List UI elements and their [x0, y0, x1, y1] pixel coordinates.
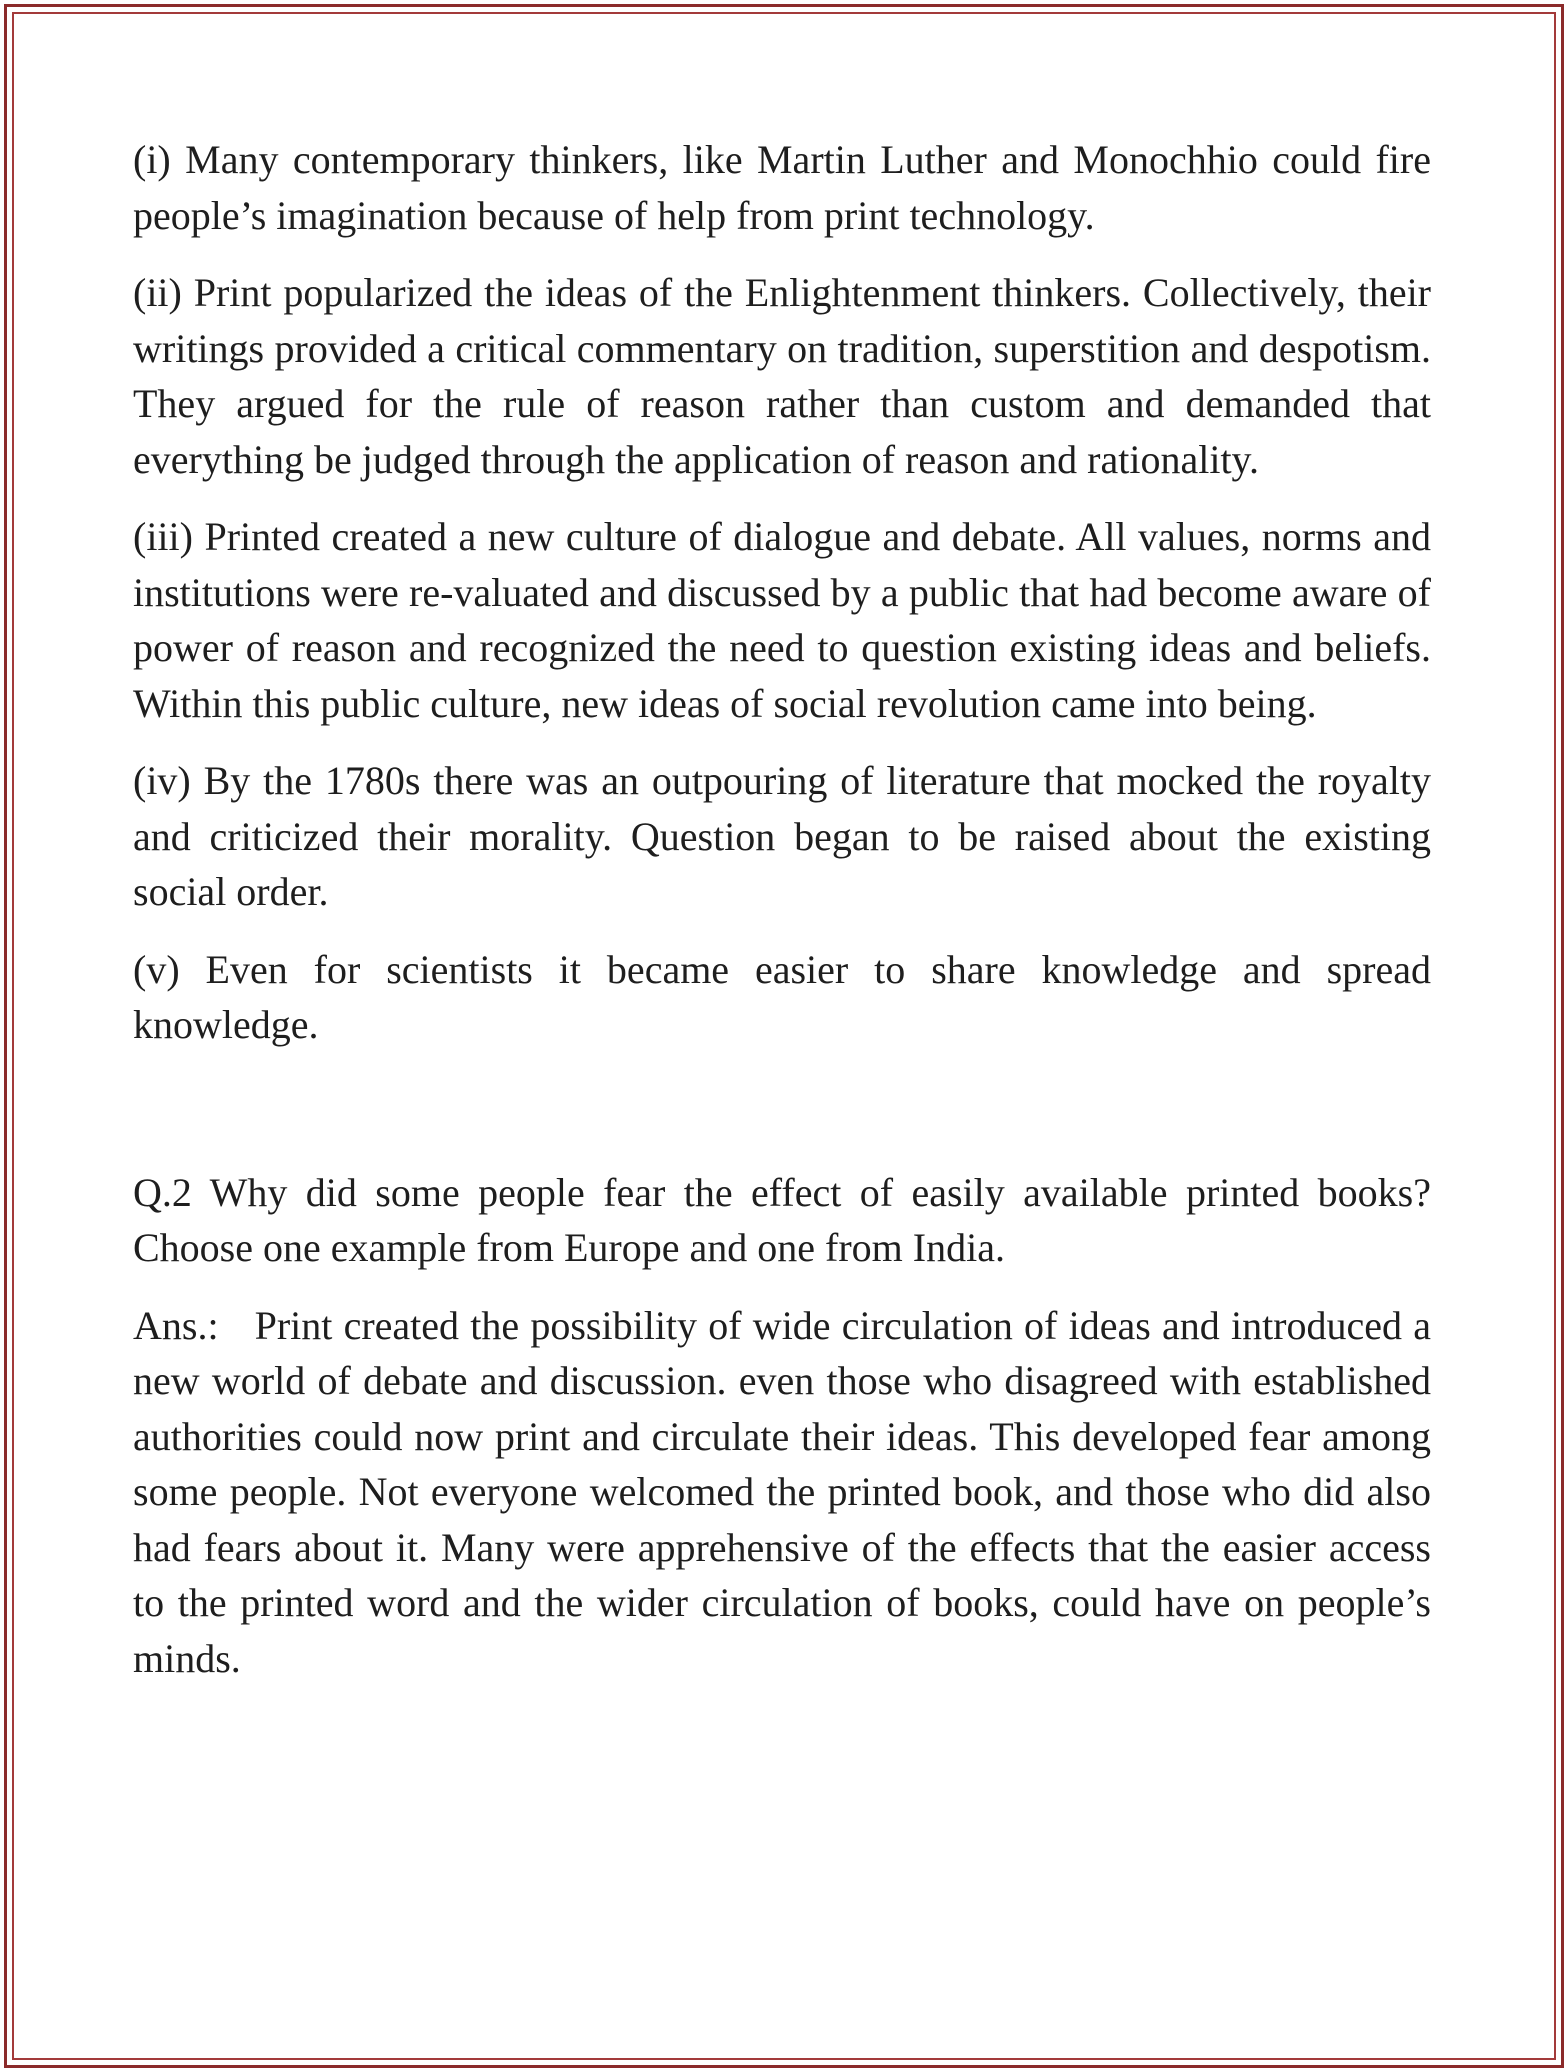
point-iv: (iv) By the 1780s there was an outpouring of literature that mocked the royalty and criticized their morality. Question began to be raised about the existing social order.	[133, 758, 1431, 914]
page-content	[133, 132, 1431, 1686]
point-ii: (ii) Print popularized the ideas of the Enlightenment thinkers. Collectively, their writings provided a critical commentary on tradition, superstition and despotism. They argued for the rule of reason rather than custom and demanded that everything be judged through the application of reason and rationality.	[133, 270, 1431, 482]
answer-2	[133, 1298, 1431, 1687]
question-2: Q.2 Why did some people fear the effect of easily available printed books? Choose one example from Europe and one from India.	[133, 1169, 1431, 1270]
point-i: (i) Many contemporary thinkers, like Martin Luther and Monochhio could fire people’s imagination because of help from print technology.	[133, 137, 1431, 238]
answer-text: Print created the possibility of wide circulation of ideas and introduced a new world of debate and discussion. even those who disagreed with established authorities could now print and circulate their ideas. This developed fear among some people. Not everyone welcomed the printed book, and those who did also had fears about it. Many were apprehensive of the effects that the easier access to the printed word and the wider circulation of books, could have on people’s minds.	[133, 1302, 1431, 1681]
answer-label: Ans.:	[133, 1302, 219, 1348]
point-iii: (iii) Printed created a new culture of dialogue and debate. All values, norms and institutions were re-valuated and discussed by a public that had become aware of power of reason and recognized the need to question existing ideas and beliefs. Within this public culture, new ideas of social revolution came into being.	[133, 514, 1431, 726]
point-v: (v) Even for scientists it became easier to share knowledge and spread knowledge.	[133, 946, 1431, 1047]
